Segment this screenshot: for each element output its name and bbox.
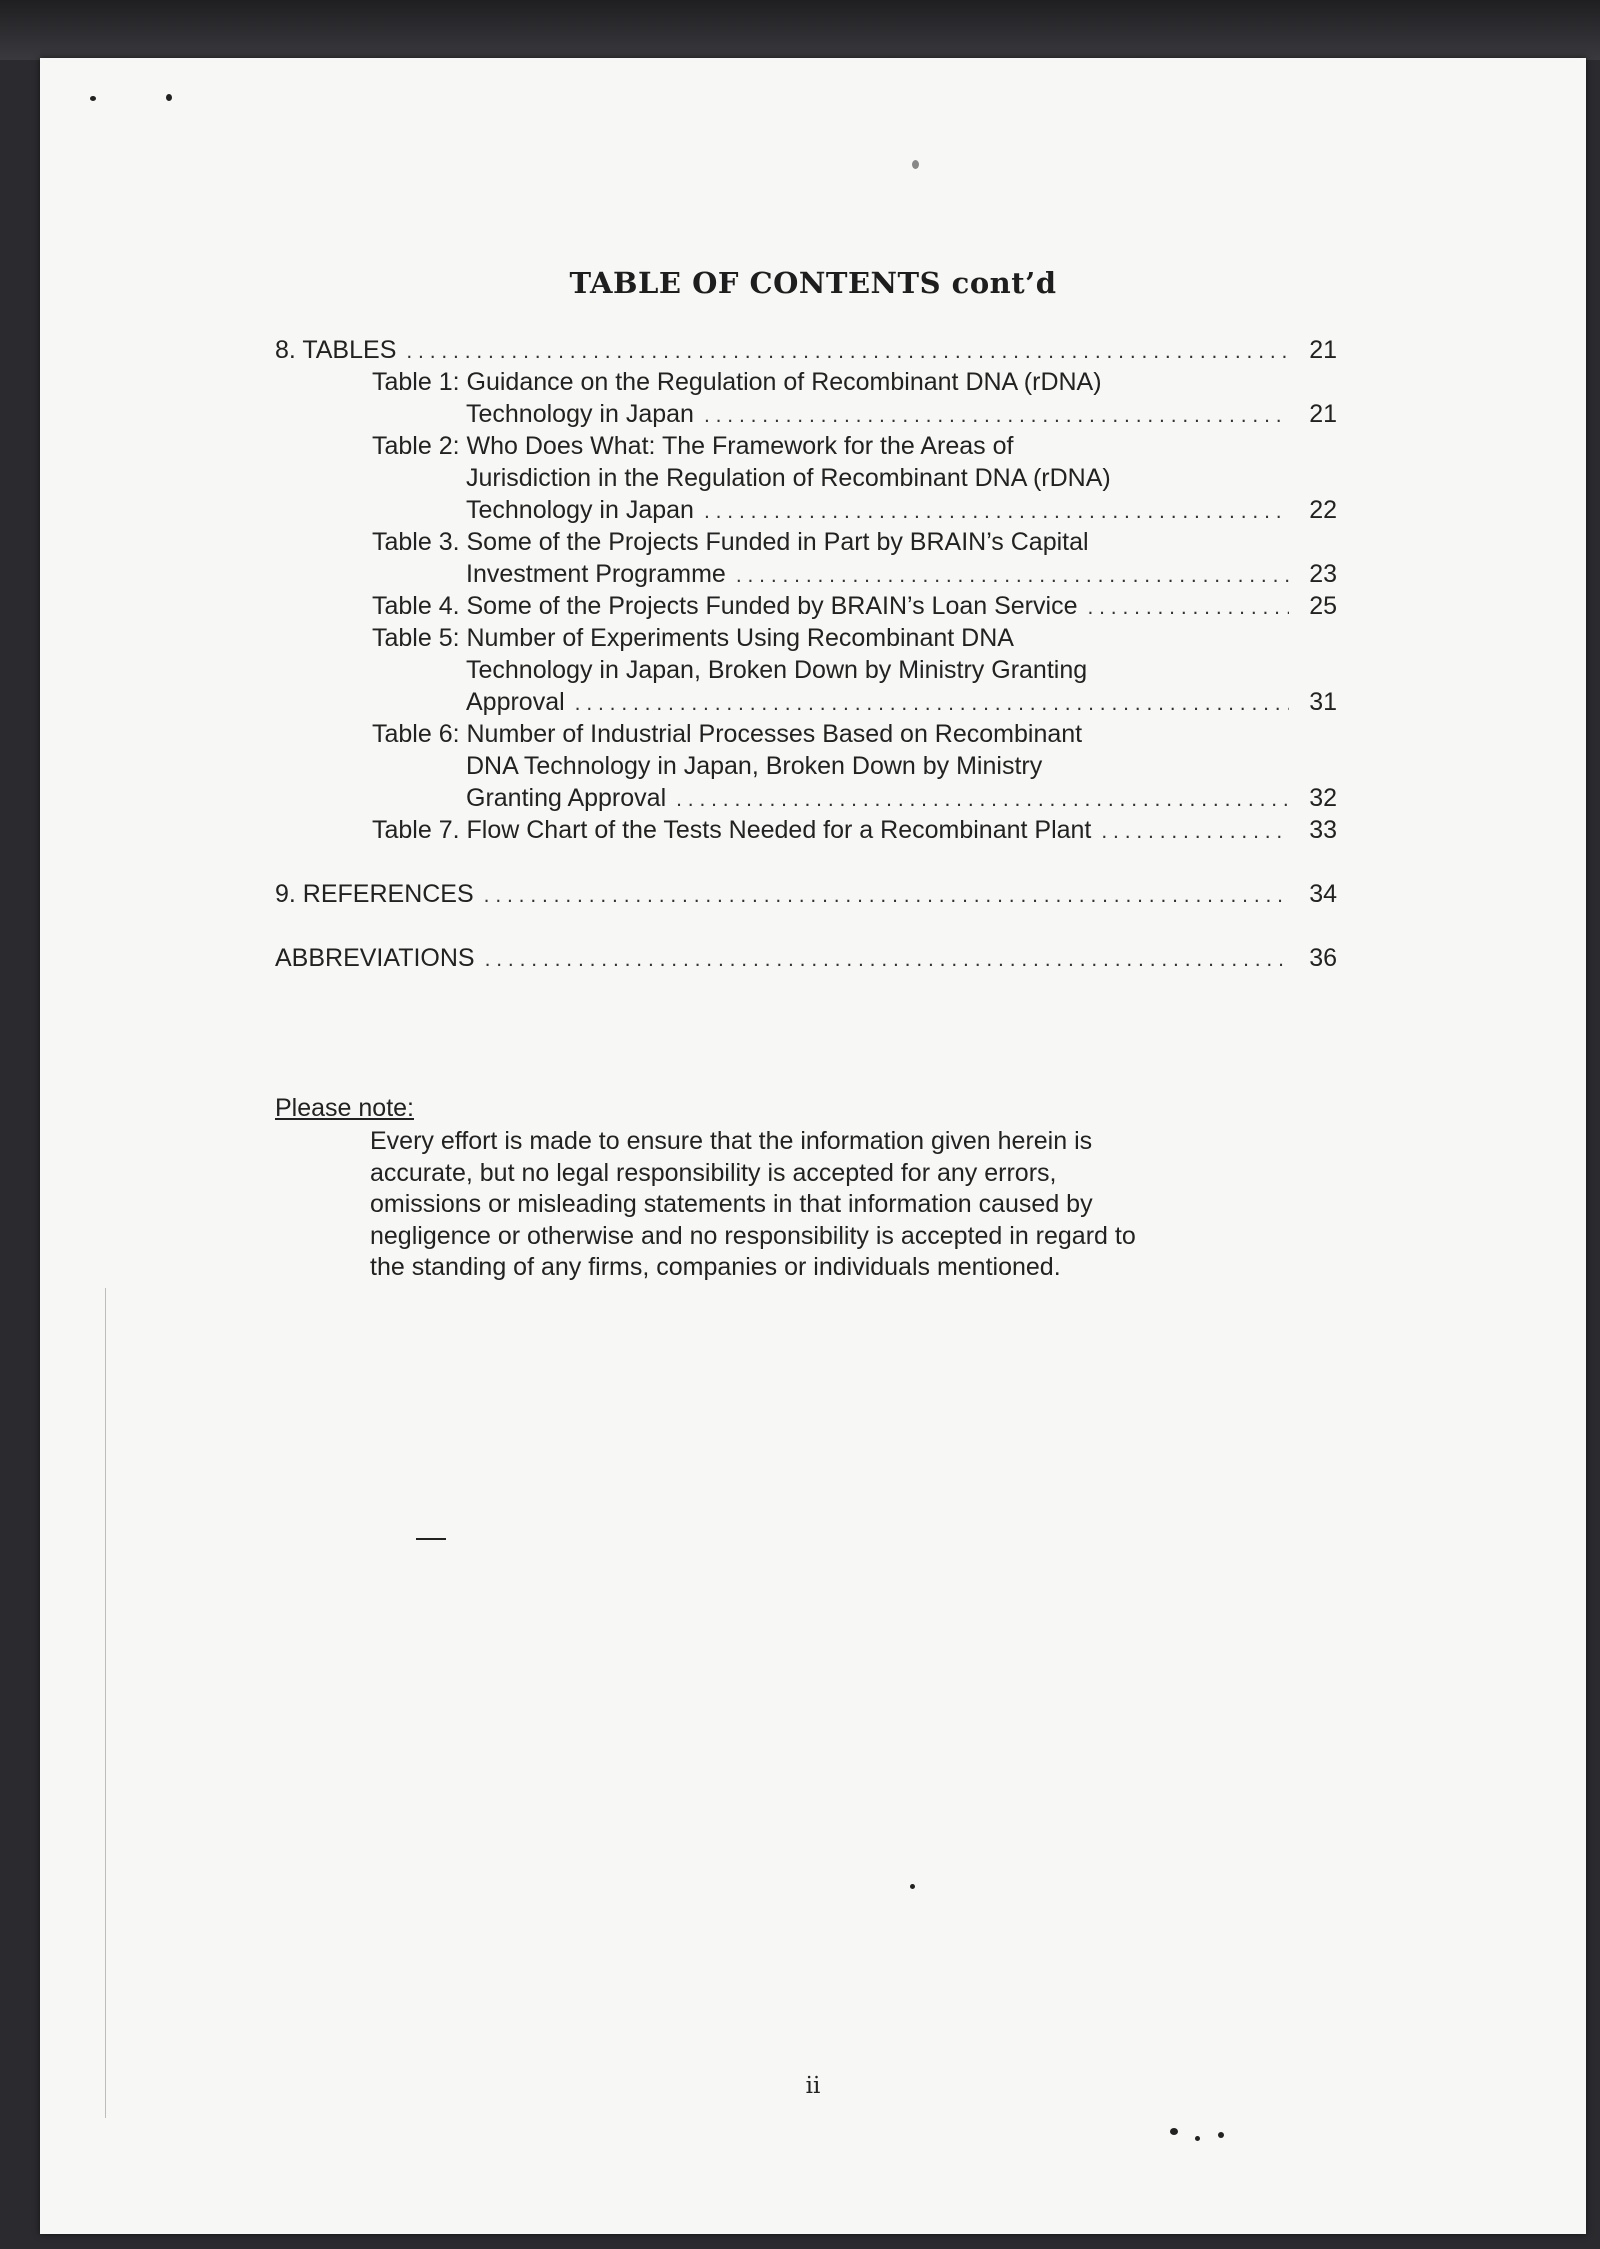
toc-page-number: 34	[1309, 880, 1337, 908]
toc-entry-label: Approval	[466, 688, 565, 716]
toc-entry-label: Technology in Japan	[466, 496, 694, 524]
dot-leader	[575, 692, 1289, 716]
toc-page-number: 25	[1309, 592, 1337, 620]
disclaimer-body	[370, 1126, 1290, 1284]
dot-leader	[484, 884, 1289, 908]
scan-speck	[910, 1884, 915, 1889]
toc-subentry-line: Table 1: Guidance on the Regulation of Recombinant DNA (rDNA)	[372, 368, 1102, 396]
toc-subentry-line: Table 6: Number of Industrial Processes Based on Recombinant	[372, 720, 1083, 748]
toc-subentry-table-5	[466, 688, 1337, 717]
toc-subentry-line: Technology in Japan, Broken Down by Ministry Granting	[466, 656, 1088, 684]
toc-entry-label: 8. TABLES	[275, 336, 397, 364]
toc-subentry-line: Table 5: Number of Experiments Using Recombinant DNA	[372, 624, 1014, 652]
toc-title: TABLE OF CONTENTS cont’d	[569, 266, 1057, 300]
toc-subentry-line: DNA Technology in Japan, Broken Down by Ministry	[466, 752, 1043, 780]
toc-subentry-table-3	[466, 560, 1337, 589]
scan-speck	[90, 96, 96, 101]
disclaimer-line: Every effort is made to ensure that the information given herein is	[370, 1127, 1093, 1155]
disclaimer-heading: Please note:	[275, 1094, 414, 1122]
dot-leader	[485, 948, 1289, 972]
toc-subentry-table-4	[372, 592, 1337, 621]
dot-leader	[1087, 596, 1289, 620]
scan-speck	[416, 1538, 446, 1540]
toc-subentry-line: Jurisdiction in the Regulation of Recombinant DNA (rDNA)	[466, 464, 1111, 492]
toc-entry-label: Table 4. Some of the Projects Funded by BRAIN’s Loan Service	[372, 592, 1078, 620]
dot-leader	[704, 500, 1289, 524]
toc-entry-label: Technology in Japan	[466, 400, 694, 428]
page-number: ii	[805, 2073, 821, 2099]
document-page	[40, 58, 1586, 2234]
toc-entry-label: Investment Programme	[466, 560, 726, 588]
disclaimer-line: the standing of any firms, companies or individuals mentioned.	[370, 1253, 1061, 1281]
toc-page-number: 23	[1309, 560, 1337, 588]
disclaimer-line: omissions or misleading statements in that information caused by	[370, 1190, 1093, 1218]
toc-page-number: 21	[1309, 336, 1337, 364]
scan-speck	[912, 160, 919, 169]
toc-subentry-table-6	[466, 784, 1337, 813]
scan-speck	[1170, 2128, 1178, 2135]
toc-page-number: 31	[1309, 688, 1337, 716]
toc-subentry-line: Table 3. Some of the Projects Funded in Part by BRAIN’s Capital	[372, 528, 1089, 556]
toc-entry-label: 9. REFERENCES	[275, 880, 474, 908]
toc-page-number: 21	[1309, 400, 1337, 428]
toc-subentry-table-1	[466, 400, 1337, 429]
dot-leader	[736, 564, 1289, 588]
toc-page-number: 32	[1309, 784, 1337, 812]
dot-leader	[704, 404, 1289, 428]
dot-leader	[676, 788, 1289, 812]
toc-page-number: 22	[1309, 496, 1337, 524]
disclaimer-line: negligence or otherwise and no responsibility is accepted in regard to	[370, 1221, 1136, 1250]
toc-entry-tables	[275, 336, 1337, 365]
toc-entry-abbreviations	[275, 944, 1337, 973]
toc-entry-label: Granting Approval	[466, 784, 667, 812]
toc-entry-label: ABBREVIATIONS	[275, 944, 475, 972]
toc-entry-references	[275, 880, 1337, 909]
scan-speck	[166, 94, 172, 101]
dot-leader	[1101, 820, 1289, 844]
scanner-edge	[0, 0, 1600, 60]
scan-artifact-line	[105, 1288, 106, 2118]
toc-subentry-table-2	[466, 496, 1337, 525]
toc-page-number: 33	[1309, 816, 1337, 844]
toc-entry-label: Table 7. Flow Chart of the Tests Needed for a Recombinant Plant	[372, 816, 1092, 844]
scan-speck	[1218, 2132, 1224, 2138]
dot-leader	[406, 340, 1289, 364]
disclaimer-line: accurate, but no legal responsibility is accepted for any errors,	[370, 1158, 1057, 1187]
scan-speck	[1195, 2136, 1200, 2141]
toc-subentry-line: Table 2: Who Does What: The Framework for the Areas of	[372, 432, 1014, 460]
toc-subentry-table-7	[372, 816, 1337, 845]
toc-page-number: 36	[1309, 944, 1337, 972]
